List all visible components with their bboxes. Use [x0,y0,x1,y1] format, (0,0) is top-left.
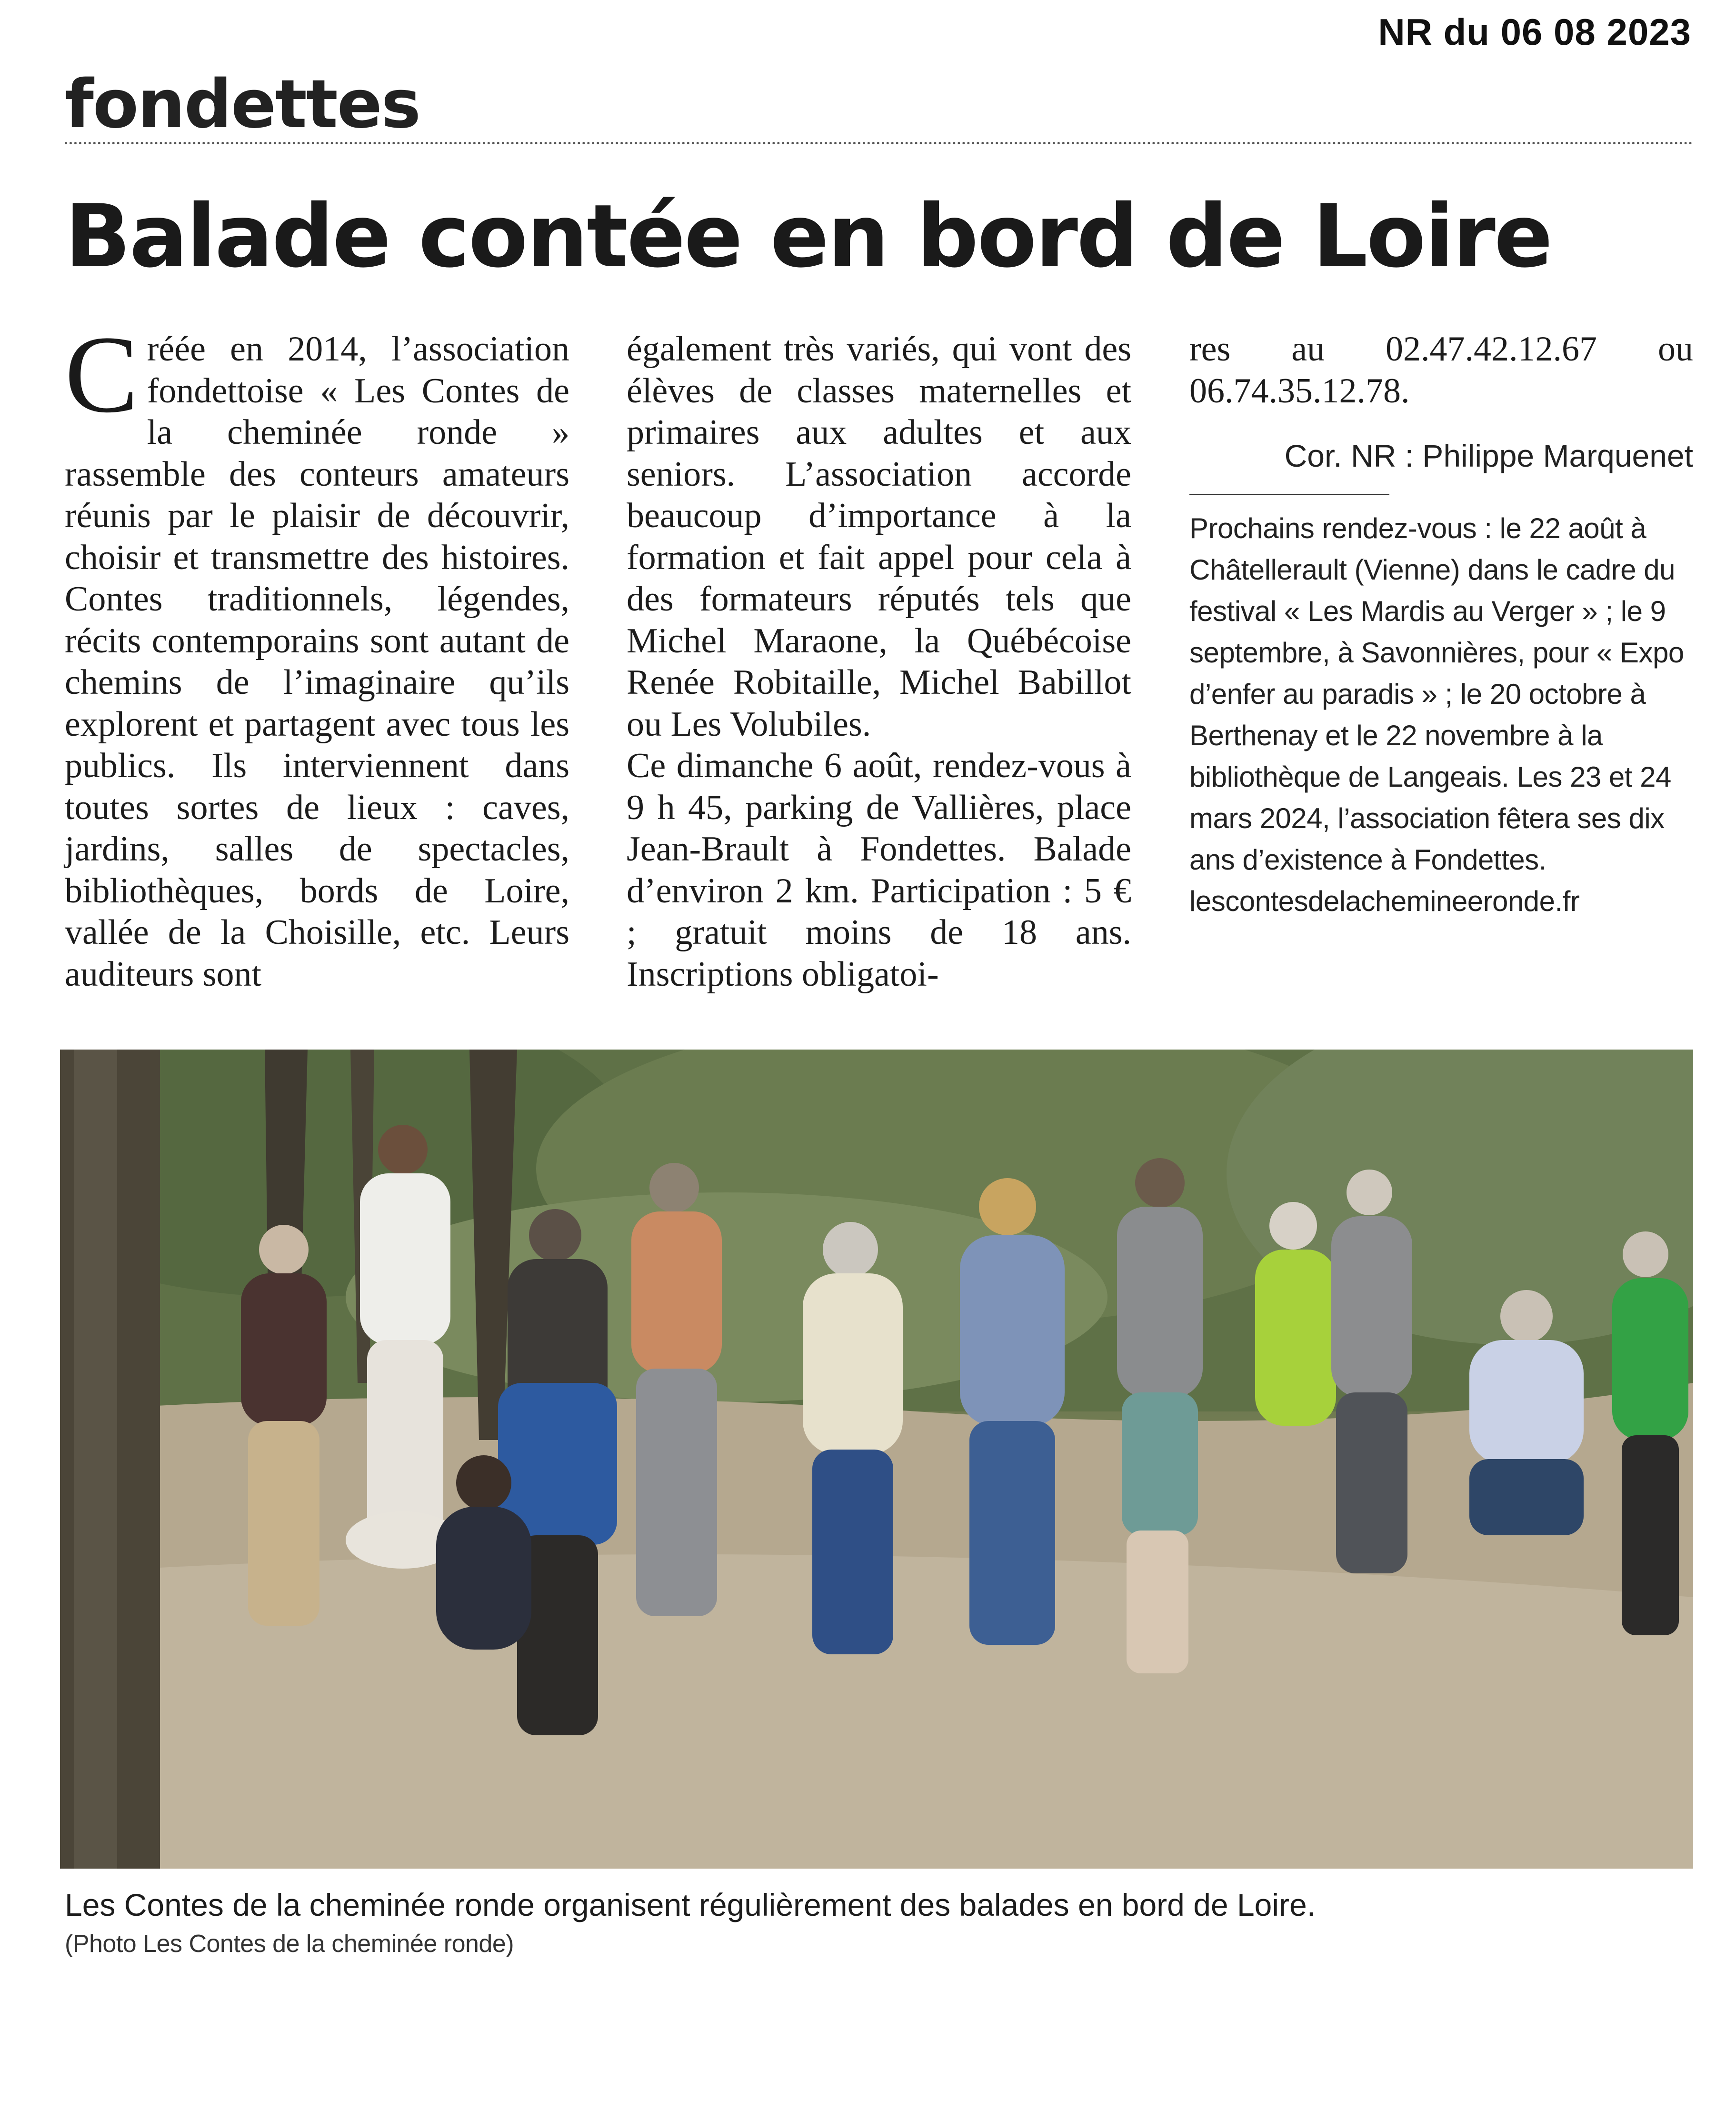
article-column-3 [1189,329,1693,922]
source-date: NR du 06 08 2023 [1378,11,1691,53]
article-photo [60,1050,1693,1869]
article-column-2 [627,329,1131,995]
photo-illustration [60,1050,1693,1869]
upcoming-events: Prochains rendez-vous : le 22 août à Châtellerault (Vienne) dans le cadre du festival « Les Mardis au Verger » ; le 9 septembre, à Savonnières, pour « Expo d’enfer au paradis » ; le 20 octobre à Berthenay et le 22 novembre à la bibliothèque de Langeais. Les 23 et 24 mars 2024, l’association fêtera ses dix ans d’existence à Fondettes. lescontesdelachemineeronde.fr [1189,512,1684,917]
photo-caption: Les Contes de la cheminée ronde organisent régulièrement des balades en bord de Loire. [65,1887,1316,1922]
byline-divider [1189,494,1389,495]
article-column-1 [65,313,569,995]
dropcap-letter: C [65,313,139,436]
column-1-text: réée en 2014, l’association fondettoise « Les Contes de la cheminée ronde » rassemble des conteurs amateurs réunis par le plaisir de découvrir, choisir et transmettre des histoires. Contes traditionnels, légendes, récits contemporains sont autant de chemins de l’imaginaire qu’ils explorent et partagent avec tous les publics. Ils interviennent dans toutes sortes de lieux : caves, jardins, salles de spectacles, bibliothèques, bords de Loire, vallée de la Choisille, etc. Leurs auditeurs sont [65,330,569,994]
section-title: fondettes [65,66,420,143]
byline: Cor. NR : Philippe Marquenet [1284,438,1693,473]
section-divider [65,142,1693,144]
column-2-paragraph-1: également très variés, qui vont des élèves de classes maternelles et primaires aux adultes et aux seniors. L’association accorde beaucoup d’importance à la formation et fait appel pour cela à des formateurs réputés tels que Michel Maraone, la Québécoise Renée Robitaille, Michel Babillot ou Les Volubiles. [627,330,1131,744]
photo-credit: (Photo Les Contes de la cheminée ronde) [65,1930,514,1958]
column-2-paragraph-2: Ce dimanche 6 août, rendez-vous à 9 h 45, parking de Vallières, place Jean-Brault à Fondettes. Balade d’environ 2 km. Participation : 5 € ; gratuit moins de 18 ans. Inscriptions obligatoi- [627,746,1131,994]
column-3-text: res au 02.47.42.12.67 ou 06.74.35.12.78. [1189,330,1693,410]
article-headline: Balade contée en bord de Loire [65,186,1552,287]
